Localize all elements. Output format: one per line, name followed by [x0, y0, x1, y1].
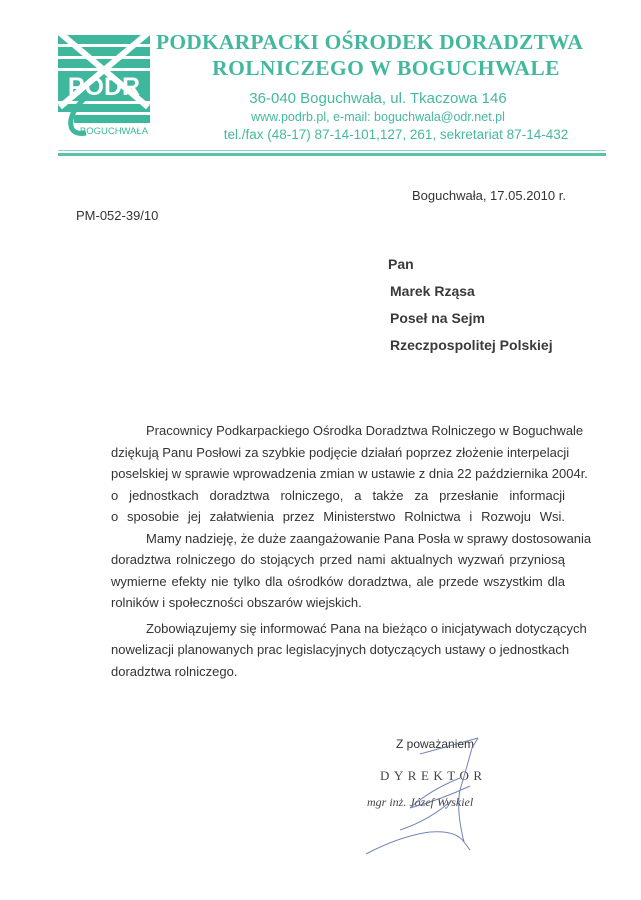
logo-text: PODR	[67, 73, 141, 101]
closing-phrase: Z poważaniem	[396, 737, 475, 751]
letter-body	[76, 420, 592, 682]
recipient-block	[388, 256, 553, 364]
org-phone: tel./fax (48-17) 87-14-101,127, 261, sekretariat 87-14-432	[223, 127, 569, 142]
body-paragraph-2	[76, 528, 592, 614]
body-line: o jednostkach doradztwa rolniczego, a także za przesłanie informacji	[111, 487, 565, 503]
letterhead-rule-thin	[58, 150, 606, 151]
recipient-institution: Rzeczpospolitej Polskiej	[390, 337, 553, 353]
handwritten-signature-icon	[360, 730, 510, 860]
org-name-line1: PODKARPACKI OŚRODEK DORADZTWA	[156, 30, 584, 54]
org-web-email: www.podrb.pl, e-mail: boguchwala@odr.net.pl	[251, 110, 505, 124]
letterhead-rule-thick	[58, 153, 606, 156]
body-line: poselskiej w sprawie wprowadzenia zmian w ustawie z dnia 22 października 2004r.	[111, 466, 588, 481]
logo-caption: BOGUCHWAŁA	[79, 126, 149, 137]
podr-logo	[58, 33, 150, 137]
body-line: dziękują Panu Posłowi za szybkie podjęcie działań poprzez złożenie interpelacji	[111, 444, 570, 460]
body-line: o sposobie jej załatwienia przez Ministerstwo Rolnictwa i Rozwoju Wsi.	[111, 509, 565, 524]
body-paragraph-1	[76, 420, 588, 528]
body-line: nowelizacji planowanych prac legislacyjnych dotyczących ustawy o jednostkach	[111, 642, 570, 657]
recipient-salutation: Pan	[388, 256, 414, 272]
body-line: Zobowiązujemy się informować Pana na bieżąco o inicjatywach dotyczących	[146, 620, 587, 636]
body-line: Pracownicy Podkarpackiego Ośrodka Doradztwa Rolniczego w Boguchwale	[146, 423, 584, 438]
body-paragraph-3	[76, 618, 587, 683]
body-line: doradztwa rolniczego.	[111, 663, 238, 679]
body-line: rolników i społeczności obszarów wiejskich.	[111, 595, 362, 610]
recipient-name: Marek Rząsa	[390, 283, 475, 299]
place-date: Boguchwała, 17.05.2010 r.	[412, 188, 566, 203]
body-line: Mamy nadzieję, że duże zaangażowanie Pana Posła w sprawy dostosowania	[146, 530, 592, 546]
podr-logo-icon	[58, 33, 150, 137]
org-address: 36-040 Boguchwała, ul. Tkaczowa 146	[249, 90, 507, 107]
org-name-line2: ROLNICZEGO W BOGUCHWALE	[212, 56, 560, 80]
recipient-position: Poseł na Sejm	[390, 310, 485, 326]
body-line: wymierne efekty nie tylko dla ośrodków doradztwa, ale przede wszystkim dla	[111, 573, 565, 589]
body-line: doradztwa rolniczego do stojących przed nami aktualnych wyzwań przyniosą	[111, 552, 565, 567]
signer-title: DYREKTOR	[380, 768, 487, 783]
signer-name: mgr inż. Józef Wyskiel	[367, 795, 474, 809]
reference-number: PM-052-39/10	[76, 208, 159, 223]
